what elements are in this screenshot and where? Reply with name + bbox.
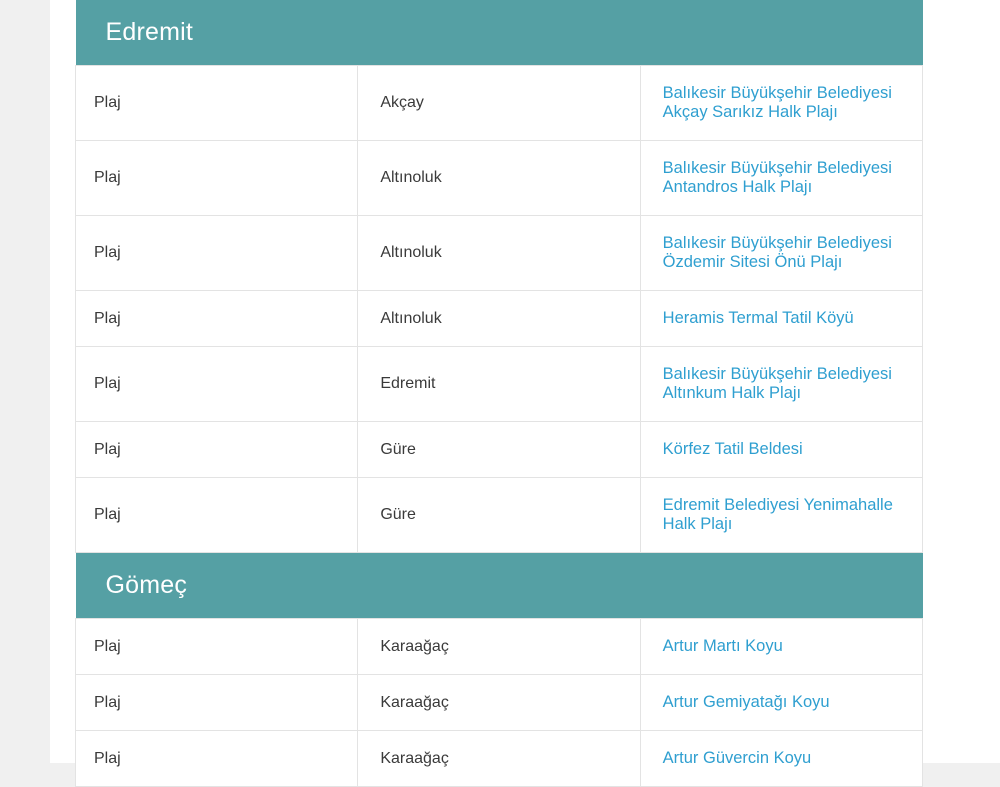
table-row — [76, 216, 923, 291]
facility-link[interactable]: Artur Güvercin Koyu — [662, 749, 812, 767]
cell-place: Akçay — [358, 66, 640, 141]
cell-type: Plaj — [76, 66, 358, 141]
cell-place: Altınoluk — [358, 216, 640, 291]
cell-name — [640, 66, 922, 141]
cell-place: Altınoluk — [358, 291, 640, 347]
cell-place: Karaağaç — [358, 675, 640, 731]
table-row — [76, 347, 923, 422]
facility-link[interactable]: Balıkesir Büyükşehir Belediyesi Akçay Sarıkız Halk Plajı — [662, 84, 892, 121]
cell-name — [640, 731, 922, 787]
facility-link[interactable]: Balıkesir Büyükşehir Belediyesi Altınkum Halk Plajı — [662, 365, 892, 402]
table-row — [76, 141, 923, 216]
facility-link[interactable]: Artur Martı Koyu — [662, 637, 783, 655]
listing-table — [75, 0, 923, 787]
cell-name — [640, 291, 922, 347]
table-row — [76, 731, 923, 787]
cell-name — [640, 422, 922, 478]
cell-type: Plaj — [76, 619, 358, 675]
cell-name — [640, 675, 922, 731]
cell-type: Plaj — [76, 141, 358, 216]
cell-place: Karaağaç — [358, 619, 640, 675]
cell-name — [640, 216, 922, 291]
facility-link[interactable]: Edremit Belediyesi Yenimahalle Halk Plajı — [662, 496, 893, 533]
table-row — [76, 66, 923, 141]
cell-place: Güre — [358, 478, 640, 553]
facility-link[interactable]: Heramis Termal Tatil Köyü — [662, 309, 854, 327]
table-row — [76, 422, 923, 478]
table-row — [76, 291, 923, 347]
group-header-title: Edremit — [76, 0, 923, 66]
facility-link[interactable]: Balıkesir Büyükşehir Belediyesi Antandros Halk Plajı — [662, 159, 892, 196]
cell-place: Güre — [358, 422, 640, 478]
cell-type: Plaj — [76, 675, 358, 731]
listing-table-wrapper — [75, 0, 923, 787]
cell-type: Plaj — [76, 291, 358, 347]
cell-name — [640, 478, 922, 553]
group-header-row — [76, 0, 923, 66]
cell-name — [640, 141, 922, 216]
facility-link[interactable]: Artur Gemiyatağı Koyu — [662, 693, 830, 711]
cell-name — [640, 619, 922, 675]
cell-type: Plaj — [76, 422, 358, 478]
table-row — [76, 619, 923, 675]
group-header-row — [76, 553, 923, 619]
cell-type: Plaj — [76, 478, 358, 553]
cell-place: Karaağaç — [358, 731, 640, 787]
facility-link[interactable]: Balıkesir Büyükşehir Belediyesi Özdemir Sitesi Önü Plajı — [662, 234, 892, 271]
document-page — [50, 0, 1000, 767]
cell-name — [640, 347, 922, 422]
cell-type: Plaj — [76, 347, 358, 422]
listing-table-body — [76, 0, 923, 787]
facility-link[interactable]: Körfez Tatil Beldesi — [662, 440, 803, 458]
cell-type: Plaj — [76, 216, 358, 291]
cell-type: Plaj — [76, 731, 358, 787]
table-row — [76, 478, 923, 553]
cell-place: Altınoluk — [358, 141, 640, 216]
table-row — [76, 675, 923, 731]
cell-place: Edremit — [358, 347, 640, 422]
group-header-title: Gömeç — [76, 553, 923, 619]
